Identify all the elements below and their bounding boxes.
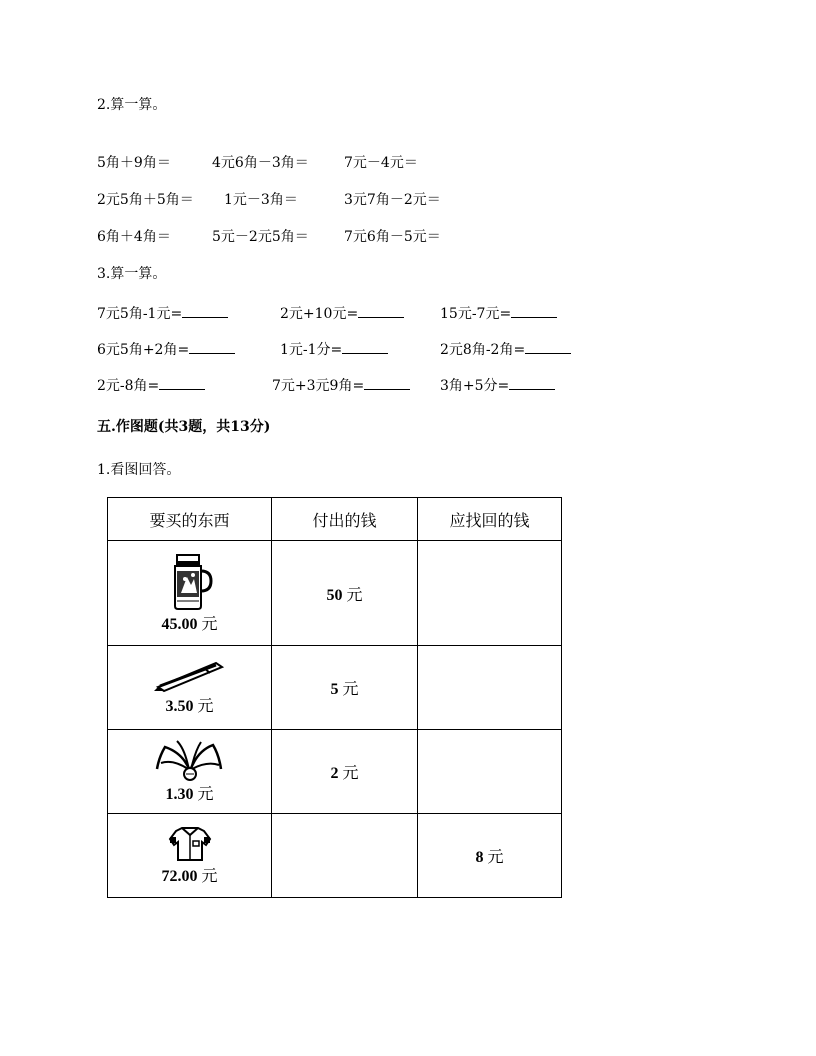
q3-item (97, 375, 205, 395)
q3-item (280, 339, 388, 359)
q2-expr: 1元－3角＝ (224, 192, 298, 208)
q3-title: 3.算一算。 (97, 266, 167, 282)
item-price: 1.30 元 (165, 786, 214, 803)
q3-expr: 2元-8角= (97, 378, 160, 394)
change-cell[interactable] (418, 541, 562, 646)
header-change: 应找回的钱 (418, 498, 562, 541)
q3-expr: 7元5角-1元= (97, 306, 183, 322)
q2-expr: 2元5角＋5角＝ (97, 192, 194, 208)
plant-icon (155, 739, 225, 781)
pen-icon (154, 659, 226, 693)
q3-expr: 2元+10元= (280, 306, 359, 322)
table-row (108, 541, 562, 646)
item-cell (108, 814, 272, 898)
q3-item (280, 303, 404, 323)
paid-cell: 5 元 (272, 646, 418, 730)
paid-cell: 50 元 (272, 541, 418, 646)
q3-expr: 3角+5分= (440, 378, 510, 394)
paid-cell: 2 元 (272, 730, 418, 814)
q1-title: 1.看图回答。 (97, 462, 181, 478)
q2-expr: 4元6角－3角＝ (212, 155, 309, 171)
q3-item (97, 339, 235, 359)
shopping-table (107, 497, 562, 898)
table-row (108, 730, 562, 814)
table-row (108, 814, 562, 898)
change-cell[interactable] (418, 646, 562, 730)
answer-blank[interactable] (182, 303, 228, 318)
q2-expr: 3元7角－2元＝ (344, 192, 441, 208)
answer-blank[interactable] (189, 339, 235, 354)
change-cell[interactable] (418, 730, 562, 814)
item-cell (108, 730, 272, 814)
answer-blank[interactable] (342, 339, 388, 354)
q3-item (440, 375, 555, 395)
section-title: 五.作图题(共3题，共13分) (97, 419, 271, 435)
answer-blank[interactable] (364, 375, 410, 390)
paid-cell[interactable] (272, 814, 418, 898)
item-price: 45.00 元 (161, 615, 218, 633)
q2-expr: 5元－2元5角＝ (212, 229, 309, 245)
answer-blank[interactable] (358, 303, 404, 318)
q3-item (440, 303, 557, 323)
q3-expr: 6元5角+2角= (97, 342, 190, 358)
answer-blank[interactable] (159, 375, 205, 390)
header-item: 要买的东西 (108, 498, 272, 541)
change-cell: 8 元 (418, 814, 562, 898)
jar-icon (165, 553, 215, 611)
table-row (108, 646, 562, 730)
answer-blank[interactable] (509, 375, 555, 390)
q3-expr: 15元-7元= (440, 306, 512, 322)
q3-expr: 7元+3元9角= (272, 378, 365, 394)
header-paid: 付出的钱 (272, 498, 418, 541)
q3-expr: 2元8角-2角= (440, 342, 526, 358)
shirt-icon (168, 825, 212, 863)
item-price: 72.00 元 (161, 868, 218, 885)
q2-expr: 7元－4元＝ (344, 155, 418, 171)
q3-item (97, 303, 228, 323)
item-price: 3.50 元 (165, 698, 214, 715)
q3-item (272, 375, 410, 395)
item-cell (108, 541, 272, 646)
answer-blank[interactable] (525, 339, 571, 354)
q3-item (440, 339, 571, 359)
q2-expr: 5角＋9角＝ (97, 155, 171, 171)
item-cell (108, 646, 272, 730)
q2-expr: 6角＋4角＝ (97, 229, 171, 245)
q3-expr: 1元-1分= (280, 342, 343, 358)
q2-expr: 7元6角－5元＝ (344, 229, 441, 245)
answer-blank[interactable] (511, 303, 557, 318)
table-header-row (108, 498, 562, 541)
q2-title: 2.算一算。 (97, 97, 167, 113)
